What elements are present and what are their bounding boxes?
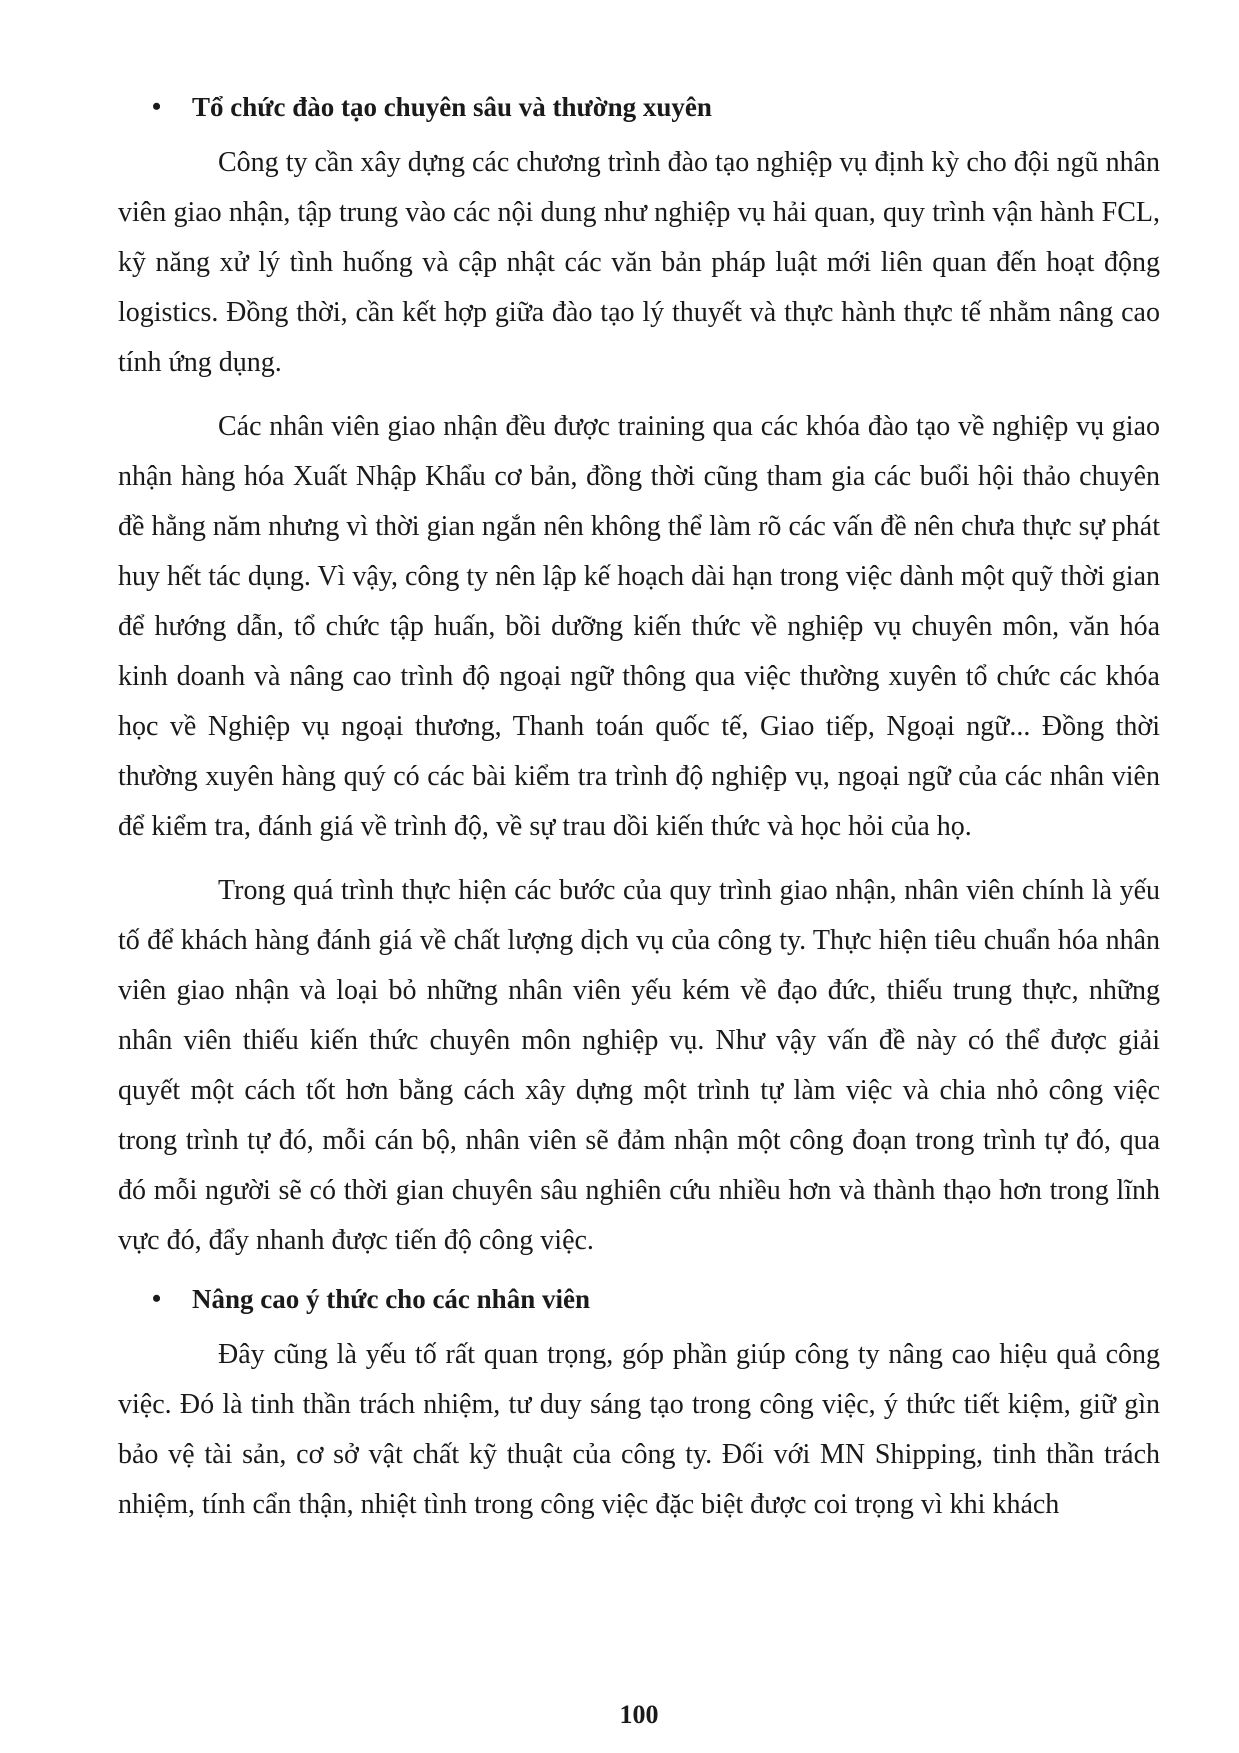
paragraph-process-standardization: Trong quá trình thực hiện các bước của quy trình giao nhận, nhân viên chính là yếu tố để khách hàng đánh giá về chất lượng dịch vụ của công ty. Thực hiện tiêu chuẩn hóa nhân viên giao nhận và loại bỏ những nhân viên yếu kém về đạo đức, thiếu trung thực, những nhân viên thiếu kiến thức chuyên môn nghiệp vụ. Như vậy vấn đề này có thể được giải quyết một cách tốt hơn bằng cách xây dựng một trình tự làm việc và chia nhỏ công việc trong trình tự đó, mỗi cán bộ, nhân viên sẽ đảm nhận một công đoạn trong trình tự đó, qua đó mỗi người sẽ có thời gian chuyên sâu nghiên cứu nhiều hơn và thành thạo hơn trong lĩnh vực đó, đẩy nhanh được tiến độ công việc. [118, 875, 1160, 1256]
section-heading-training [118, 88, 1160, 126]
heading-text: Tổ chức đào tạo chuyên sâu và thường xuyên [192, 92, 712, 122]
bullet-icon: • [152, 92, 162, 121]
page-number: 100 [619, 1700, 659, 1729]
paragraph-training-program: Công ty cần xây dựng các chương trình đào tạo nghiệp vụ định kỳ cho đội ngũ nhân viên giao nhận, tập trung vào các nội dung như nghiệp vụ hải quan, quy trình vận hành FCL, kỹ năng xử lý tình huống và cập nhật các văn bản pháp luật mới liên quan đến hoạt động logistics. Đồng thời, cần kết hợp giữa đào tạo lý thuyết và thực hành thực tế nhằm nâng cao tính ứng dụng. [118, 147, 1160, 378]
paragraph-training-courses: Các nhân viên giao nhận đều được training qua các khóa đào tạo về nghiệp vụ giao nhận hàng hóa Xuất Nhập Khẩu cơ bản, đồng thời cũng tham gia các buổi hội thảo chuyên đề hằng năm nhưng vì thời gian ngắn nên không thể làm rõ các vấn đề nên chưa thực sự phát huy hết tác dụng. Vì vậy, công ty nên lập kế hoạch dài hạn trong việc dành một quỹ thời gian để hướng dẫn, tổ chức tập huấn, bồi dưỡng kiến thức về nghiệp vụ chuyên môn, văn hóa kinh doanh và nâng cao trình độ ngoại ngữ thông qua việc thường xuyên tổ chức các khóa học về Nghiệp vụ ngoại thương, Thanh toán quốc tế, Giao tiếp, Ngoại ngữ... Đồng thời thường xuyên hàng quý có các bài kiểm tra trình độ nghiệp vụ, ngoại ngữ của các nhân viên để kiểm tra, đánh giá về trình độ, về sự trau dồi kiến thức và học hỏi của họ. [118, 411, 1161, 842]
heading-text: Nâng cao ý thức cho các nhân viên [192, 1284, 590, 1314]
paragraph-awareness: Đây cũng là yếu tố rất quan trọng, góp phần giúp công ty nâng cao hiệu quả công việc. Đó là tinh thần trách nhiệm, tư duy sáng tạo trong công việc, ý thức tiết kiệm, giữ gìn bảo vệ tài sản, cơ sở vật chất kỹ thuật của công ty. Đối với MN Shipping, tinh thần trách nhiệm, tính cẩn thận, nhiệt tình trong công việc đặc biệt được coi trọng vì khi khách [118, 1339, 1160, 1520]
section-heading-awareness [118, 1280, 1160, 1318]
document-page [118, 88, 1161, 1729]
bullet-icon: • [152, 1284, 162, 1313]
